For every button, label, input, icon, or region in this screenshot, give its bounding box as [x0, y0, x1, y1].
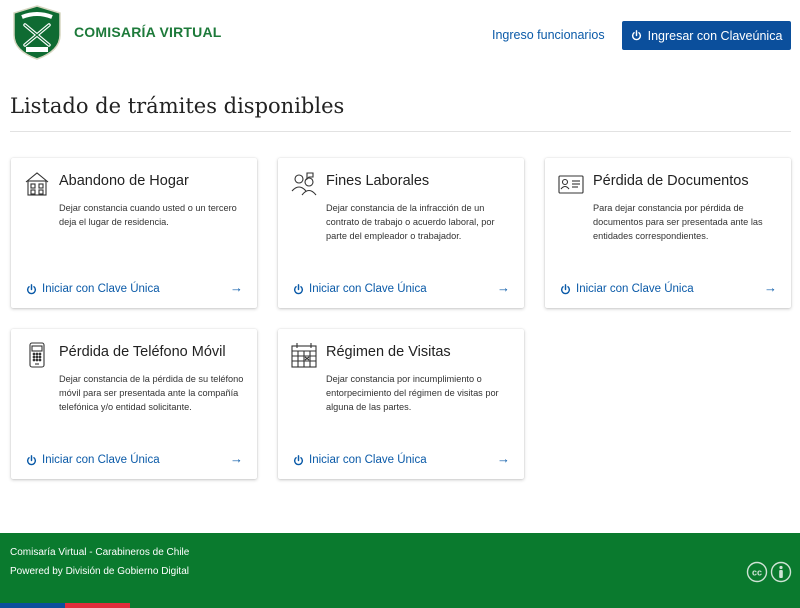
- license-icons[interactable]: [746, 561, 792, 583]
- brand-title[interactable]: COMISARÍA VIRTUAL: [74, 24, 222, 40]
- card-perdida-documentos: [545, 158, 791, 308]
- start-clave-unica-link[interactable]: [26, 454, 160, 466]
- card-fines-laborales: [278, 158, 524, 308]
- title-divider: [10, 131, 791, 132]
- power-icon: [26, 284, 37, 295]
- creative-commons-icon: [748, 563, 767, 582]
- power-icon: [560, 284, 571, 295]
- power-icon: [631, 30, 642, 41]
- staff-login-link[interactable]: Ingreso funcionarios: [492, 28, 605, 42]
- card-title: Pérdida de Teléfono Móvil: [59, 344, 226, 360]
- card-description: Para dejar constancia por pérdida de documentos para ser presentada ante las entidades correspondientes.: [593, 203, 763, 241]
- card-description: Dejar constancia por incumplimiento o entorpecimiento del régimen de visitas por alguna de las partes.: [326, 374, 499, 412]
- start-clave-unica-link[interactable]: [560, 283, 694, 295]
- arrow-right-icon[interactable]: →: [497, 451, 510, 466]
- page-title: Listado de trámites disponibles: [10, 94, 345, 118]
- power-icon: [26, 455, 37, 466]
- start-clave-unica-link[interactable]: [293, 283, 427, 295]
- arrow-right-icon[interactable]: →: [230, 280, 243, 295]
- calendar-icon: [291, 342, 317, 368]
- card-title: Fines Laborales: [326, 173, 430, 189]
- people-icon: [291, 171, 317, 197]
- card-abandono-hogar: [11, 158, 257, 308]
- start-clave-unica-link[interactable]: [293, 454, 427, 466]
- card-title: Pérdida de Documentos: [593, 173, 749, 189]
- arrow-right-icon[interactable]: →: [230, 451, 243, 466]
- flag-bar-red: [65, 603, 130, 608]
- flag-bar-blue: [0, 603, 65, 608]
- card-perdida-telefono: [11, 329, 257, 479]
- carabineros-emblem-icon[interactable]: [12, 5, 62, 60]
- arrow-right-icon[interactable]: →: [764, 280, 777, 295]
- start-clave-unica-label: Iniciar con Clave Única: [42, 283, 160, 295]
- card-title: Régimen de Visitas: [326, 344, 451, 360]
- id-card-icon: [558, 171, 584, 197]
- site-footer: [0, 533, 800, 608]
- power-icon: [293, 455, 304, 466]
- mobile-phone-icon: [24, 342, 50, 368]
- card-title: Abandono de Hogar: [59, 173, 189, 189]
- card-description: Dejar constancia de la pérdida de su teléfono móvil para ser presentada ante la compañía telefónica y/o entidad solicitante.: [59, 374, 244, 412]
- arrow-right-icon[interactable]: →: [497, 280, 510, 295]
- house-icon: [24, 171, 50, 197]
- card-description: Dejar constancia de la infracción de un contrato de trabajo o acuerdo laboral, por parte del empleador o trabajador.: [326, 203, 495, 241]
- footer-credit: Comisaría Virtual - Carabineros de Chile: [10, 547, 190, 558]
- start-clave-unica-label: Iniciar con Clave Única: [309, 454, 427, 466]
- claveunica-login-button[interactable]: [622, 21, 791, 50]
- attribution-icon: [772, 563, 791, 582]
- card-regimen-visitas: [278, 329, 524, 479]
- start-clave-unica-label: Iniciar con Clave Única: [576, 283, 694, 295]
- site-header: [0, 0, 800, 68]
- power-icon: [293, 284, 304, 295]
- start-clave-unica-link[interactable]: [26, 283, 160, 295]
- svg-text:cc: cc: [751, 567, 763, 578]
- start-clave-unica-label: Iniciar con Clave Única: [309, 283, 427, 295]
- card-description: Dejar constancia cuando usted o un tercero deja el lugar de residencia.: [59, 203, 237, 227]
- start-clave-unica-label: Iniciar con Clave Única: [42, 454, 160, 466]
- footer-powered-by: Powered by División de Gobierno Digital: [10, 566, 189, 577]
- claveunica-login-label: Ingresar con Claveúnica: [647, 28, 783, 43]
